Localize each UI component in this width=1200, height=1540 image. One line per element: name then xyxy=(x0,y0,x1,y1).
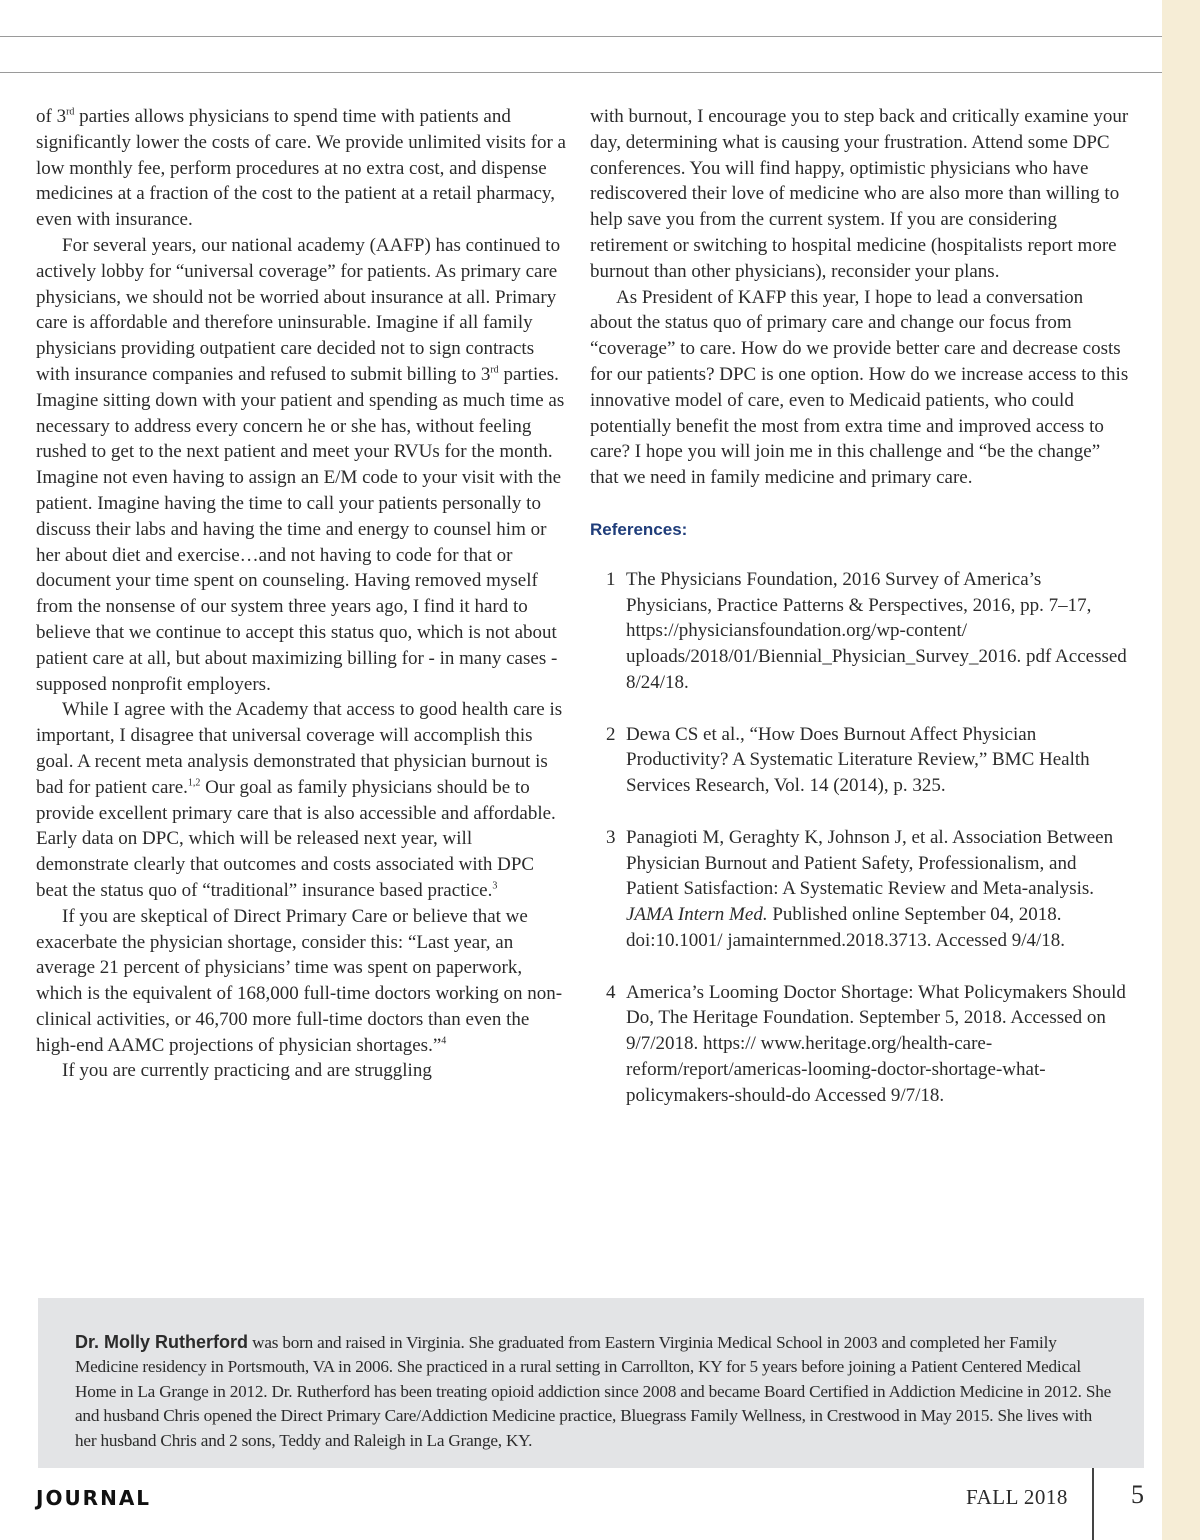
author-bio-text: was born and raised in Virginia. She graduated from Eastern Virginia Medical School in 2003 and completed her Family Medicine residency in Portsmouth, VA in 2006. She practiced in a rural setting in Carrollton, KY for 5 years before joining a Patient Centered Medical Home in La Grange in 2012. Dr. Rutherford has been treating opioid addiction since 2008 and became Board Certified in Addiction Medicine in 2012. She and husband Chris opened the Direct Primary Care/Addiction Medicine practice, Bluegrass Family Wellness, in Crestwood in May 2015. She lives with her husband Chris and 2 sons, Teddy and Raleigh in La Grange, KY. xyxy=(75,1333,1112,1450)
reference-text: Panagioti M, Geraghty K, Johnson J, et al. Association Between Physician Burnout and Patient Safety, Professionalism, and Patient Satisfaction: A Systematic Review and Meta-analysis. JAMA Intern Med. Published online September 04, 2018. doi:10.1001/ jamainternmed.2018.3713. Accessed 9/4/18. xyxy=(626,826,1114,951)
footer-issue-date: FALL 2018 xyxy=(966,1485,1068,1509)
article-column-left xyxy=(36,104,566,1084)
reference-item xyxy=(590,567,1130,696)
references-heading: References: xyxy=(590,519,688,539)
page-edge-bar xyxy=(1162,0,1200,1540)
article-paragraph: If you are skeptical of Direct Primary Care or believe that we exacerbate the physician shortage, consider this: “Last year, an average 21 percent of physicians’ time was spent on paperwork, which is the equivalent of 168,000 full-time doctors working on non-clinical activities, or 46,700 more full-time doctors than even the high-end AAMC projections of physician shortages.”$^4$ xyxy=(36,905,563,1056)
reference-number: 2 xyxy=(606,723,616,745)
journal-title: JAMA Intern Med. xyxy=(626,904,768,926)
reference-number: 4 xyxy=(606,981,616,1003)
reference-number: 1 xyxy=(606,568,616,590)
author-bio-box xyxy=(38,1298,1144,1468)
reference-text: The Physicians Foundation, 2016 Survey of America’s Physicians, Practice Patterns & Perspectives, 2016, pp. 7–17, https://physiciansfoundation.org/wp-content/ uploads/2018/01/Biennial_Physician_Survey_2016. pdf Accessed 8/24/18. xyxy=(626,568,1127,693)
header-rule-bottom xyxy=(0,72,1162,73)
reference-item xyxy=(590,722,1130,799)
author-bio xyxy=(75,1330,1112,1453)
header-rule-top xyxy=(0,36,1162,37)
reference-text: Dewa CS et al., “How Does Burnout Affect Physician Productivity? A Systematic Literature Review,” BMC Health Services Research, Vol. 14 (2014), p. 325. xyxy=(626,723,1090,797)
article-paragraph: with burnout, I encourage you to step back and critically examine your day, determining what is causing your frustration. Attend some DPC conferences. You will find happy, optimistic physicians who have rediscovered their love of medicine who are also more than willing to help save you from the current system. If you are considering retirement or switching to hospital medicine (hospitalists report more burnout than other physicians), reconsider your plans. xyxy=(590,106,1129,282)
reference-text: America’s Looming Doctor Shortage: What Policymakers Should Do, The Heritage Foundation. September 5, 2018. Accessed on 9/7/2018. https:// www.heritage.org/health-care-reform/report/americas-looming-doctor-shortage-what-policymakers-should-do Accessed 9/7/18. xyxy=(626,981,1126,1106)
article-paragraph: If you are currently practicing and are struggling xyxy=(62,1060,432,1082)
page-number: 5 xyxy=(1131,1480,1144,1509)
reference-item xyxy=(590,980,1130,1109)
article-paragraph: of 3rd parties allows physicians to spend time with patients and significantly lower the costs of care. We provide unlimited visits for a low monthly fee, perform procedures at no extra cost, and dispense medicines at a fraction of the cost to the patient at a retail pharmacy, even with insurance. xyxy=(36,106,566,231)
reference-number: 3 xyxy=(606,826,616,848)
article-paragraph: While I agree with the Academy that access to good health care is important, I disagree that universal coverage will accomplish this goal. A recent meta analysis demonstrated that physician burnout is bad for patient care.$^{1,2}$ Our goal as family physicians should be to provide excellent primary care that is also accessible and affordable. Early data on DPC, which will be released next year, will demonstrate clearly that outcomes and costs associated with DPC beat the status quo of “traditional” insurance based practice.$^3$ xyxy=(36,699,563,901)
article-paragraph: As President of KAFP this year, I hope to lead a conversation about the status quo of primary care and change our focus from “coverage” to care. How do we provide better care and decrease costs for our patients? DPC is one option. How do we increase access to this innovative model of care, even to Medicaid patients, who could potentially benefit the most from extra time and improved access to care? I hope you will join me in this challenge and “be the change” that we need in family medicine and primary care. xyxy=(590,286,1129,489)
references-list xyxy=(590,567,1130,1109)
reference-item xyxy=(590,825,1130,954)
author-name: Dr. Molly Rutherford xyxy=(75,1332,249,1352)
article-paragraph: For several years, our national academy (AAFP) has continued to actively lobby for “universal coverage” for patients. As primary care physicians, we should not be worried about insurance at all. Primary care is affordable and therefore uninsurable. Imagine if all family physicians providing outpatient care decided not to sign contracts with insurance companies and refused to submit billing to 3rd parties. Imagine sitting down with your patient and spending as much time as necessary to address every concern he or she has, without feeling rushed to get to the next patient and meet your RVUs for the month. Imagine not even having to assign an E/M code to your visit with the patient. Imagine having the time to call your patients personally to discuss their labs and having the time and energy to counsel him or her about diet and exercise…and not having to code for that or document your time spent on counseling. Having removed myself from the nonsense of our system three years ago, I find it hard to believe that we continue to accept this status quo, which is not about patient care at all, but about maximizing billing for - in many cases - supposed nonprofit employers. xyxy=(36,234,565,695)
article-column-right xyxy=(590,104,1130,1134)
footer-publication-name: JOURNAL xyxy=(36,1486,152,1510)
footer-divider xyxy=(1092,1468,1094,1540)
